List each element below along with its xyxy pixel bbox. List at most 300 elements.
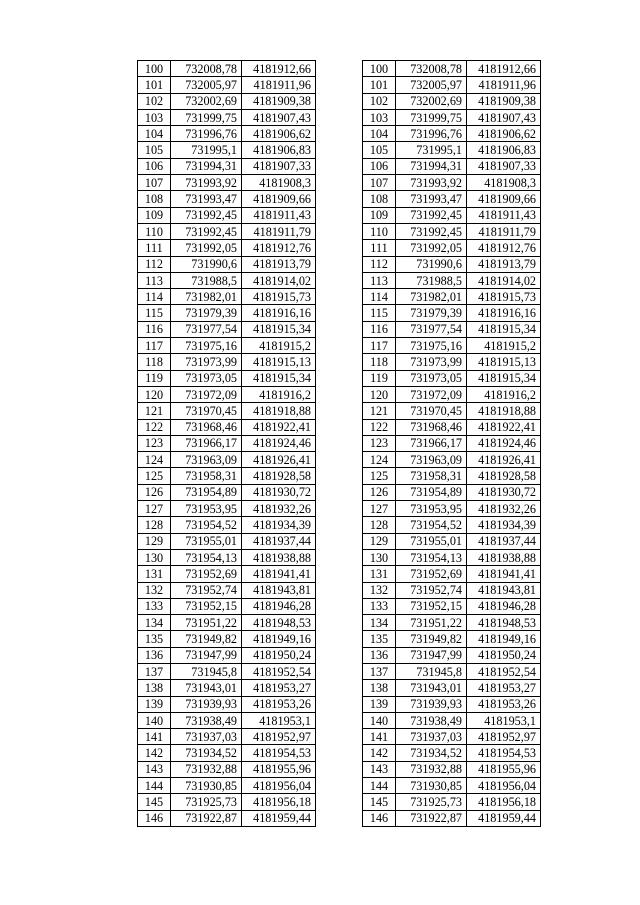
y-coordinate-cell: 4181922,41 [467, 419, 541, 435]
point-number-cell: 115 [138, 305, 171, 321]
x-coordinate-cell: 731972,09 [171, 386, 242, 402]
point-number-cell: 114 [138, 289, 171, 305]
y-coordinate-cell: 4181915,73 [467, 289, 541, 305]
table-row [138, 501, 316, 517]
x-coordinate-cell: 731922,87 [171, 810, 242, 826]
table-row [138, 680, 316, 696]
x-coordinate-cell: 731975,16 [171, 338, 242, 354]
table-row [363, 158, 541, 174]
point-number-cell: 117 [138, 338, 171, 354]
point-number-cell: 139 [138, 696, 171, 712]
y-coordinate-cell: 4181906,62 [242, 126, 316, 142]
point-number-cell: 112 [363, 256, 396, 272]
table-row [363, 729, 541, 745]
point-number-cell: 123 [138, 435, 171, 451]
point-number-cell: 143 [363, 761, 396, 777]
y-coordinate-cell: 4181937,44 [467, 533, 541, 549]
y-coordinate-cell: 4181909,38 [467, 93, 541, 109]
point-number-cell: 115 [363, 305, 396, 321]
table-row [363, 419, 541, 435]
table-row [363, 240, 541, 256]
x-coordinate-cell: 731968,46 [171, 419, 242, 435]
y-coordinate-cell: 4181948,53 [242, 615, 316, 631]
point-number-cell: 129 [138, 533, 171, 549]
point-number-cell: 133 [363, 598, 396, 614]
y-coordinate-cell: 4181954,53 [467, 745, 541, 761]
table-row [363, 745, 541, 761]
table-row [138, 256, 316, 272]
x-coordinate-cell: 731993,92 [396, 175, 467, 191]
y-coordinate-cell: 4181907,33 [467, 158, 541, 174]
y-coordinate-cell: 4181911,43 [467, 207, 541, 223]
point-number-cell: 113 [138, 272, 171, 288]
point-number-cell: 146 [138, 810, 171, 826]
point-number-cell: 103 [363, 109, 396, 125]
point-number-cell: 100 [138, 61, 171, 77]
table-row [138, 533, 316, 549]
point-number-cell: 127 [363, 501, 396, 517]
y-coordinate-cell: 4181953,27 [242, 680, 316, 696]
x-coordinate-cell: 731932,88 [396, 761, 467, 777]
point-number-cell: 134 [363, 615, 396, 631]
table-row [138, 370, 316, 386]
point-number-cell: 134 [138, 615, 171, 631]
point-number-cell: 135 [138, 631, 171, 647]
x-coordinate-cell: 731992,05 [396, 240, 467, 256]
point-number-cell: 118 [363, 354, 396, 370]
y-coordinate-cell: 4181932,26 [242, 501, 316, 517]
y-coordinate-cell: 4181959,44 [242, 810, 316, 826]
x-coordinate-cell: 731994,31 [396, 158, 467, 174]
table-row [138, 109, 316, 125]
table-row [363, 321, 541, 337]
table-row [363, 142, 541, 158]
table-row [138, 93, 316, 109]
y-coordinate-cell: 4181950,24 [467, 647, 541, 663]
table-row [363, 663, 541, 679]
point-number-cell: 106 [138, 158, 171, 174]
x-coordinate-cell: 731982,01 [171, 289, 242, 305]
x-coordinate-cell: 731939,93 [171, 696, 242, 712]
y-coordinate-cell: 4181953,1 [467, 712, 541, 728]
point-number-cell: 145 [363, 794, 396, 810]
point-number-cell: 132 [363, 582, 396, 598]
table-row [138, 582, 316, 598]
point-number-cell: 140 [138, 712, 171, 728]
y-coordinate-cell: 4181907,33 [242, 158, 316, 174]
table-row [363, 794, 541, 810]
x-coordinate-cell: 731977,54 [396, 321, 467, 337]
point-number-cell: 137 [138, 663, 171, 679]
x-coordinate-cell: 731990,6 [396, 256, 467, 272]
point-number-cell: 120 [138, 386, 171, 402]
table-row [363, 77, 541, 93]
x-coordinate-cell: 732005,97 [396, 77, 467, 93]
table-row [363, 175, 541, 191]
point-number-cell: 132 [138, 582, 171, 598]
point-number-cell: 109 [363, 207, 396, 223]
y-coordinate-cell: 4181956,18 [467, 794, 541, 810]
point-number-cell: 101 [138, 77, 171, 93]
point-number-cell: 123 [363, 435, 396, 451]
x-coordinate-cell: 731973,05 [171, 370, 242, 386]
point-number-cell: 102 [363, 93, 396, 109]
x-coordinate-cell: 731938,49 [171, 712, 242, 728]
table-row [138, 435, 316, 451]
table-row [363, 61, 541, 77]
table-row [138, 289, 316, 305]
x-coordinate-cell: 731952,69 [396, 566, 467, 582]
point-number-cell: 129 [363, 533, 396, 549]
y-coordinate-cell: 4181906,83 [467, 142, 541, 158]
table-row [363, 109, 541, 125]
point-number-cell: 101 [363, 77, 396, 93]
x-coordinate-cell: 731993,47 [396, 191, 467, 207]
point-number-cell: 145 [138, 794, 171, 810]
x-coordinate-cell: 731951,22 [171, 615, 242, 631]
table-row [138, 452, 316, 468]
point-number-cell: 110 [138, 223, 171, 239]
y-coordinate-cell: 4181922,41 [242, 419, 316, 435]
x-coordinate-cell: 731992,45 [396, 207, 467, 223]
y-coordinate-cell: 4181938,88 [242, 549, 316, 565]
point-number-cell: 135 [363, 631, 396, 647]
y-coordinate-cell: 4181907,43 [242, 109, 316, 125]
y-coordinate-cell: 4181950,24 [242, 647, 316, 663]
table-row [138, 566, 316, 582]
y-coordinate-cell: 4181908,3 [467, 175, 541, 191]
y-coordinate-cell: 4181911,79 [467, 223, 541, 239]
x-coordinate-cell: 731952,74 [396, 582, 467, 598]
point-number-cell: 118 [138, 354, 171, 370]
table-row [138, 484, 316, 500]
y-coordinate-cell: 4181928,58 [242, 468, 316, 484]
table-row [363, 223, 541, 239]
y-coordinate-cell: 4181953,27 [467, 680, 541, 696]
point-number-cell: 100 [363, 61, 396, 77]
x-coordinate-cell: 731954,89 [171, 484, 242, 500]
point-number-cell: 127 [138, 501, 171, 517]
point-number-cell: 121 [363, 403, 396, 419]
y-coordinate-cell: 4181912,66 [242, 61, 316, 77]
y-coordinate-cell: 4181909,66 [242, 191, 316, 207]
x-coordinate-cell: 731973,99 [396, 354, 467, 370]
table-row [363, 386, 541, 402]
x-coordinate-cell: 731958,31 [396, 468, 467, 484]
x-coordinate-cell: 731934,52 [396, 745, 467, 761]
x-coordinate-cell: 731952,15 [171, 598, 242, 614]
x-coordinate-cell: 731993,47 [171, 191, 242, 207]
table-row [138, 175, 316, 191]
table-row [363, 533, 541, 549]
x-coordinate-cell: 731963,09 [171, 452, 242, 468]
y-coordinate-cell: 4181916,16 [242, 305, 316, 321]
table-row [138, 305, 316, 321]
y-coordinate-cell: 4181909,38 [242, 93, 316, 109]
point-number-cell: 126 [138, 484, 171, 500]
x-coordinate-cell: 731952,15 [396, 598, 467, 614]
y-coordinate-cell: 4181928,58 [467, 468, 541, 484]
y-coordinate-cell: 4181955,96 [467, 761, 541, 777]
x-coordinate-cell: 731955,01 [171, 533, 242, 549]
point-number-cell: 104 [363, 126, 396, 142]
table-row [138, 419, 316, 435]
point-number-cell: 130 [363, 549, 396, 565]
table-row [138, 321, 316, 337]
x-coordinate-cell: 732002,69 [396, 93, 467, 109]
table-row [138, 191, 316, 207]
point-number-cell: 125 [363, 468, 396, 484]
table-row [138, 272, 316, 288]
point-number-cell: 140 [363, 712, 396, 728]
table-row [363, 501, 541, 517]
y-coordinate-cell: 4181954,53 [242, 745, 316, 761]
point-number-cell: 128 [138, 517, 171, 533]
x-coordinate-cell: 731979,39 [396, 305, 467, 321]
y-coordinate-cell: 4181906,83 [242, 142, 316, 158]
table-row [363, 256, 541, 272]
point-number-cell: 125 [138, 468, 171, 484]
table-row [363, 370, 541, 386]
x-coordinate-cell: 731988,5 [171, 272, 242, 288]
table-row [363, 680, 541, 696]
x-coordinate-cell: 731995,1 [171, 142, 242, 158]
table-row [363, 631, 541, 647]
table-row [363, 289, 541, 305]
y-coordinate-cell: 4181949,16 [467, 631, 541, 647]
table-row [138, 729, 316, 745]
x-coordinate-cell: 731992,45 [171, 207, 242, 223]
y-coordinate-cell: 4181959,44 [467, 810, 541, 826]
x-coordinate-cell: 731953,95 [171, 501, 242, 517]
y-coordinate-cell: 4181926,41 [467, 452, 541, 468]
point-number-cell: 116 [138, 321, 171, 337]
table-row [138, 158, 316, 174]
table-row [363, 810, 541, 826]
point-number-cell: 143 [138, 761, 171, 777]
point-number-cell: 106 [363, 158, 396, 174]
y-coordinate-cell: 4181916,16 [467, 305, 541, 321]
x-coordinate-cell: 731934,52 [171, 745, 242, 761]
table-row [138, 223, 316, 239]
point-number-cell: 136 [138, 647, 171, 663]
y-coordinate-cell: 4181956,04 [467, 778, 541, 794]
y-coordinate-cell: 4181916,2 [467, 386, 541, 402]
x-coordinate-cell: 731988,5 [396, 272, 467, 288]
table-row [363, 126, 541, 142]
y-coordinate-cell: 4181941,41 [467, 566, 541, 582]
x-coordinate-cell: 731958,31 [171, 468, 242, 484]
point-number-cell: 133 [138, 598, 171, 614]
y-coordinate-cell: 4181949,16 [242, 631, 316, 647]
x-coordinate-cell: 731949,82 [396, 631, 467, 647]
point-number-cell: 124 [138, 452, 171, 468]
y-coordinate-cell: 4181943,81 [467, 582, 541, 598]
point-number-cell: 137 [363, 663, 396, 679]
table-row [363, 696, 541, 712]
x-coordinate-cell: 731952,69 [171, 566, 242, 582]
point-number-cell: 122 [363, 419, 396, 435]
point-number-cell: 103 [138, 109, 171, 125]
x-coordinate-cell: 731996,76 [396, 126, 467, 142]
y-coordinate-cell: 4181956,04 [242, 778, 316, 794]
x-coordinate-cell: 731952,74 [171, 582, 242, 598]
y-coordinate-cell: 4181918,88 [242, 403, 316, 419]
point-number-cell: 114 [363, 289, 396, 305]
table-row [138, 794, 316, 810]
table-row [138, 354, 316, 370]
y-coordinate-cell: 4181916,2 [242, 386, 316, 402]
y-coordinate-cell: 4181943,81 [242, 582, 316, 598]
point-number-cell: 144 [138, 778, 171, 794]
point-number-cell: 107 [138, 175, 171, 191]
y-coordinate-cell: 4181915,2 [242, 338, 316, 354]
table-row [138, 126, 316, 142]
table-row [363, 468, 541, 484]
y-coordinate-cell: 4181915,34 [242, 321, 316, 337]
table-row [363, 712, 541, 728]
y-coordinate-cell: 4181906,62 [467, 126, 541, 142]
x-coordinate-cell: 731968,46 [396, 419, 467, 435]
point-number-cell: 138 [363, 680, 396, 696]
point-number-cell: 108 [138, 191, 171, 207]
y-coordinate-cell: 4181952,97 [242, 729, 316, 745]
y-coordinate-cell: 4181915,34 [467, 370, 541, 386]
coordinate-table-right-body [363, 61, 541, 827]
table-row [138, 517, 316, 533]
y-coordinate-cell: 4181907,43 [467, 109, 541, 125]
coordinate-table-left-body [138, 61, 316, 827]
table-row [363, 207, 541, 223]
point-number-cell: 146 [363, 810, 396, 826]
table-row [363, 778, 541, 794]
y-coordinate-cell: 4181915,13 [242, 354, 316, 370]
x-coordinate-cell: 731943,01 [396, 680, 467, 696]
y-coordinate-cell: 4181915,34 [467, 321, 541, 337]
y-coordinate-cell: 4181914,02 [242, 272, 316, 288]
x-coordinate-cell: 731979,39 [171, 305, 242, 321]
x-coordinate-cell: 731925,73 [396, 794, 467, 810]
y-coordinate-cell: 4181913,79 [467, 256, 541, 272]
y-coordinate-cell: 4181953,26 [467, 696, 541, 712]
table-row [138, 745, 316, 761]
point-number-cell: 139 [363, 696, 396, 712]
x-coordinate-cell: 731999,75 [396, 109, 467, 125]
y-coordinate-cell: 4181911,96 [467, 77, 541, 93]
x-coordinate-cell: 731972,09 [396, 386, 467, 402]
x-coordinate-cell: 731945,8 [171, 663, 242, 679]
x-coordinate-cell: 732002,69 [171, 93, 242, 109]
x-coordinate-cell: 731992,45 [396, 223, 467, 239]
point-number-cell: 113 [363, 272, 396, 288]
point-number-cell: 112 [138, 256, 171, 272]
point-number-cell: 104 [138, 126, 171, 142]
y-coordinate-cell: 4181915,2 [467, 338, 541, 354]
x-coordinate-cell: 731938,49 [396, 712, 467, 728]
y-coordinate-cell: 4181953,1 [242, 712, 316, 728]
table-row [363, 435, 541, 451]
point-number-cell: 111 [138, 240, 171, 256]
point-number-cell: 117 [363, 338, 396, 354]
coordinate-table-left [137, 60, 316, 827]
x-coordinate-cell: 731996,76 [171, 126, 242, 142]
y-coordinate-cell: 4181956,18 [242, 794, 316, 810]
x-coordinate-cell: 731966,17 [171, 435, 242, 451]
x-coordinate-cell: 731939,93 [396, 696, 467, 712]
table-row [138, 386, 316, 402]
x-coordinate-cell: 732008,78 [171, 61, 242, 77]
table-row [363, 452, 541, 468]
table-row [138, 761, 316, 777]
table-row [363, 272, 541, 288]
x-coordinate-cell: 731945,8 [396, 663, 467, 679]
y-coordinate-cell: 4181913,79 [242, 256, 316, 272]
x-coordinate-cell: 731954,13 [171, 549, 242, 565]
y-coordinate-cell: 4181955,96 [242, 761, 316, 777]
x-coordinate-cell: 731982,01 [396, 289, 467, 305]
y-coordinate-cell: 4181930,72 [242, 484, 316, 500]
x-coordinate-cell: 731947,99 [171, 647, 242, 663]
x-coordinate-cell: 731943,01 [171, 680, 242, 696]
x-coordinate-cell: 731947,99 [396, 647, 467, 663]
table-row [138, 663, 316, 679]
y-coordinate-cell: 4181934,39 [242, 517, 316, 533]
table-row [363, 549, 541, 565]
point-number-cell: 121 [138, 403, 171, 419]
table-row [363, 403, 541, 419]
point-number-cell: 144 [363, 778, 396, 794]
point-number-cell: 141 [138, 729, 171, 745]
point-number-cell: 142 [138, 745, 171, 761]
table-row [363, 305, 541, 321]
y-coordinate-cell: 4181953,26 [242, 696, 316, 712]
point-number-cell: 124 [363, 452, 396, 468]
table-row [363, 582, 541, 598]
x-coordinate-cell: 731955,01 [396, 533, 467, 549]
x-coordinate-cell: 731970,45 [171, 403, 242, 419]
x-coordinate-cell: 732005,97 [171, 77, 242, 93]
table-row [138, 778, 316, 794]
y-coordinate-cell: 4181924,46 [467, 435, 541, 451]
y-coordinate-cell: 4181911,96 [242, 77, 316, 93]
y-coordinate-cell: 4181932,26 [467, 501, 541, 517]
x-coordinate-cell: 731992,45 [171, 223, 242, 239]
point-number-cell: 107 [363, 175, 396, 191]
y-coordinate-cell: 4181915,73 [242, 289, 316, 305]
table-row [138, 338, 316, 354]
table-row [138, 403, 316, 419]
table-row [138, 77, 316, 93]
x-coordinate-cell: 731954,52 [171, 517, 242, 533]
y-coordinate-cell: 4181924,46 [242, 435, 316, 451]
table-row [363, 517, 541, 533]
x-coordinate-cell: 731992,05 [171, 240, 242, 256]
y-coordinate-cell: 4181911,79 [242, 223, 316, 239]
point-number-cell: 111 [363, 240, 396, 256]
point-number-cell: 122 [138, 419, 171, 435]
x-coordinate-cell: 732008,78 [396, 61, 467, 77]
y-coordinate-cell: 4181946,28 [467, 598, 541, 614]
x-coordinate-cell: 731937,03 [396, 729, 467, 745]
point-number-cell: 110 [363, 223, 396, 239]
x-coordinate-cell: 731954,52 [396, 517, 467, 533]
y-coordinate-cell: 4181909,66 [467, 191, 541, 207]
point-number-cell: 130 [138, 549, 171, 565]
y-coordinate-cell: 4181934,39 [467, 517, 541, 533]
x-coordinate-cell: 731994,31 [171, 158, 242, 174]
x-coordinate-cell: 731954,13 [396, 549, 467, 565]
x-coordinate-cell: 731930,85 [396, 778, 467, 794]
